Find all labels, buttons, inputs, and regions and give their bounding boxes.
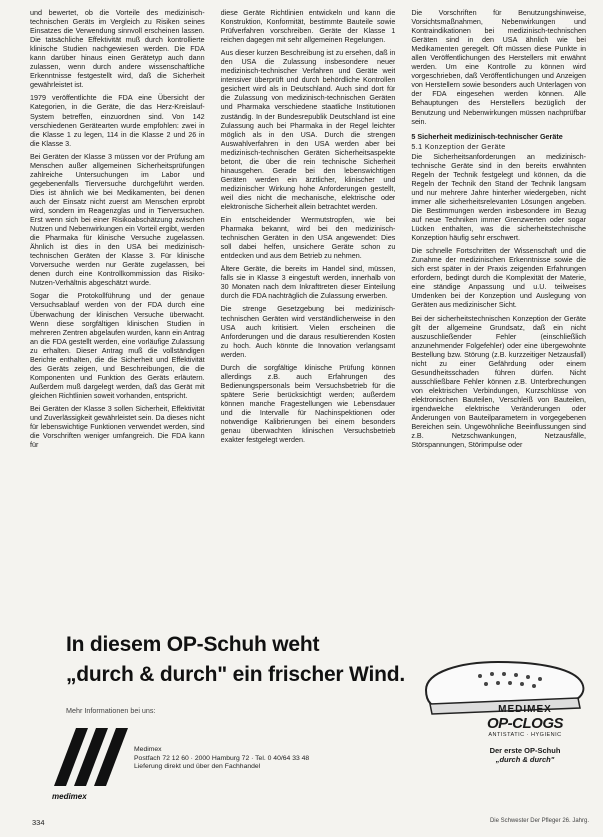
advertisement (30, 628, 586, 808)
ad-address (134, 746, 309, 772)
paragraph: diese Geräte Richtlinien entwickeln und kann die Konstruktion, Konformität, bestimmte Bauteile sowie Prüfverfahren vorschreiben. Geräte der Klasse 1 reichen dagegen mit sehr allgemeinen Regelungen. (220, 8, 396, 45)
article-column-1 (30, 8, 205, 620)
medimex-logo-icon (48, 724, 134, 792)
logo-wordmark: medimex (52, 792, 87, 801)
paragraph: Die strenge Gesetzgebung bei medizinisch-technischen Geräten wird verständlicherweise in den USA auch kritisiert. Vielen erscheinen die Anforderungen und die daraus resultierenden Kosten zu hoch. Auch könnte die Innovation verlangsamt werden. (220, 304, 396, 359)
article-column-2 (221, 8, 396, 620)
company-name: Medimex (134, 746, 162, 753)
paragraph: 1979 veröffentlichte die FDA eine Übersicht der Kategorien, in die Geräte, die das Herz-Kreislauf-System betreffen, einzuordnen sind. Von 142 verschiedenen Gerätearten wurde empfohlen: zwei in die Klasse 1 zu legen, 114 in die Klasse 2 und 26 in die Klasse 3. (30, 93, 205, 148)
brand-name: MEDIMEX (498, 704, 552, 715)
paragraph: Ältere Geräte, die bereits im Handel sind, müssen, falls sie in Klasse 3 eingestuft werden, innerhalb von 30 Monaten nach dem Inkrafttreten dieser Einteilung durch die FDA nachträglich die Zulassung erwerben. (220, 264, 396, 301)
slogan-line-2: „durch & durch" (495, 755, 555, 764)
article-columns (30, 8, 586, 620)
article-column-3 (411, 8, 586, 620)
ad-headline-2: „durch & durch" ein frischer Wind. (66, 663, 406, 686)
paragraph: Bei der sicherheitstechnischen Konzeption der Geräte gilt der allgemeine Grundsatz, daß ein nicht auszuschließender Fehler (einschließlich anzunehmender Folgefehler) oder eine übergewohnte Bestellung bzw. Störung (z.B. kurzzeitiger Netzausfall) nicht zu einer Gefährdung oder einem Gesundheitsschaden führen dürfen. Nicht ausschließbare Fehler können z.B. Unterbrechungen von elektrischen Verbindungen, Kurzschlüsse von elektronischen Bauteilen, Verschleiß von Bauteilen, irgendwelche elektrische Veränderungen oder Änderungen von Bauteilparametern in vorgegebenen Bereichen sein. Ungewöhnliche Beeinflussungen sind z.B. Netzschwankungen, Netzausfälle, Störspannungen, Störimpulse oder (411, 313, 587, 450)
paragraph: Ein entscheidender Wermutstropfen, wie bei Pharmaka bekannt, wird bei den medizinisch-technischen Geräten in den USA angewendet: Dies soll dabei helfen, unsichere Geräte schon zu entdecken und aus dem Betrieb zu nehmen. (220, 215, 396, 261)
subsection-heading: 5.1 Konzeption der Geräte (411, 141, 506, 151)
ad-subline: Mehr Informationen bei uns: (66, 706, 156, 715)
slogan-line-1: Der erste OP-Schuh (489, 746, 561, 755)
journal-name: Die Schwester Der Pfleger 26. Jahrg. (489, 818, 589, 824)
paragraph: Die Sicherheitsanforderungen an medizinisch-technische Geräte sind in den bereits erwähnten Regeln der Technik festgelegt und können, da die Regeln der Technik den Stand der Technik langsam und nur mehrere Jahre hinterher wiedergeben, nicht immer alle sicherheitsrelevanten Lösungen angeben. Die Bestimmungen werden insbesondere im Bezug auf neue Techniken immer Grenzwerten oder sogar Lücken enthalten, was die sicherheitstechnische Konzeption häufig sehr erschwert. (411, 151, 587, 243)
paragraph: Bei Geräten der Klasse 3 sollen Sicherheit, Effektivität und Zuverlässigkeit gewährleistet sein. Da dieses nicht für lebenswichtige Funktionen verwendet werden, sind die Vorschriften weniger umfangreich. Die FDA kann für (30, 403, 205, 450)
paragraph: Die Vorschriften für Benutzungshinweise, Vorsichtsmaßnahmen, Nebenwirkungen und Kontraindikationen bei medizinisch-technischen Geräten sind in den USA ähnlich wie bei Medikamenten geregelt. Oft müssen diese Punkte in allen Veröffentlichungen des Herstellers mit erwähnt werden. Um eine Kontrolle zu können wird vorgeschrieben, daß Veröffentlichungen und Anzeigen von Herstellern sowie besonders auch Unterlagen von der FDA eingesehen werden können. Alle Behauptungen des Herstellers bezüglich der Benutzung und Nebenwirkungen müssen nachprüfbar sein. (411, 8, 587, 126)
address-line: Lieferung direkt und über den Fachhandel (134, 763, 261, 771)
paragraph: Die schnelle Fortschritten der Wissenschaft und die Zunahme der medizinischen Erkenntnisse sowie die sich erst später in der Praxis zeigenden Erfahrungen erfordern, bedingt durch die Komplexität der Materie, eine ständige Anpassung und u.U. teilweises Umdenken bei der Konzeption und Auslegung von Geräten aus medizinischer Sicht. (411, 246, 587, 310)
product-name: OP-CLOGS (486, 715, 563, 732)
paragraph: Bei Geräten der Klasse 3 müssen vor der Prüfung am Menschen außer allgemeinen Sicherheitsprüfungen zahlreiche Untersuchungen im Labor und gegebenenfalls Tierversuche durchgeführt werden. Dies ist ähnlich wie bei Medikamenten, bei denen auch der Einsatz nicht zuerst am Menschen erprobt wird, sondern im Reagenzglas und in Tierversuchen. Erst wenn sich bei einer Risikoabschätzung zwischen Nutzen und Nebenwirkungen ein Vorteil ergibt, werden die Pharmaka für klinische Versuche zugelassen. Ähnlich ist dies in den USA bei medizinisch-technischen Geräten der Klasse 3. Für klinische Vorversuche werden nur Geräte zugelassen, bei denen durch eine Kontrollkommission das Risiko-Nutzen-Verhältnis abgeschätzt wurde. (30, 151, 205, 288)
section-heading: 5 Sicherheit medizinisch-technischer Geräte (411, 131, 563, 141)
paragraph: Aus dieser kurzen Beschreibung ist zu ersehen, daß in den USA die Zulassung insbesondere neuer medizinisch-technischer Verfahren und Geräte weit intensiver überprüft und durch behördliche Kontrollen gesichert wird als in Deutschland. Auch sind dort für die Zulassung von medizinisch-technischen Geräten und Pharmaka verschiedene staatliche Institutionen zuständig. In der Bundesrepublik Deutschland ist eine Zulassung auch bei Pharmaka in der Regel leichter möglich als in den USA. Durch die strengen Auswahlverfahren in den USA werden aber bei medizinisch-technischen Geräten Sicherheitsaspekte betont, die über die rein technische Sicherheit hinausgehen. Gerade bei den lebenswichtigen Geräten werden ein ärztlicher, klinischer und medizinischer Wirkung hohe Anforderungen gestellt, weil dies nicht die mechanische, elektrische oder elektronische Sicherheit allein betrachtet werden. (220, 48, 396, 211)
product-tagline: ANTISTATIC · HYGIENIC (488, 732, 562, 738)
address-line: Postfach 72 12 60 · 2000 Hamburg 72 · Tel. 0 40/64 33 48 (134, 754, 310, 762)
ad-headline: In diesem OP-Schuh weht (66, 633, 320, 656)
brand-block (460, 704, 590, 764)
paragraph: Durch die sorgfältige klinische Prüfung können allerdings z.B. auch Erfahrungen des Bedienungspersonals beim Versuchsbetrieb für die spätere Serie berücksichtigt werden; außerdem können manche Fragestellungen wie Lebensdauer und die Intervalle für Nachinspektionen oder notwendige Kalibrierungen bei einem besonders genau überwachten klinischen Versuchsbetrieb exakter festgelegt werden. (220, 362, 396, 445)
paragraph: und bewertet, ob die Vorteile des medizinisch-technischen Geräts im Vergleich zu Risiken seines Einsatzes die Verwendung sinnvoll erscheinen lassen. Die tatsächliche Effektivität muß durch kontrollierte klinische Studien nachgewiesen werden. Die FDA kann darüber hinaus einen Gerätetyp auch dann zulassen, wenn durch andere wissenschaftliche Erkenntnisse festgestellt wird, daß die Sicherheit gewährleistet ist. (30, 8, 205, 90)
page-number: 334 (32, 818, 45, 827)
paragraph: Sogar die Protokollführung und der genaue Versuchsablauf werden von der FDA durch eine Überwachung der klinischen Versuche überwacht. Wenn diese sorgfältigen klinischen Studien in mehreren Zentren abgelaufen wurden, kann ein Antrag an die FDA gestellt werden, eine vorläufige Zulassung zu erhalten. Dieser Antrag muß die vollständigen Berichte enthalten, die die Sicherheit und Effektivität des Geräts zeigen, und Beschreibungen, die die Komponenten und Funktion des Geräts erläutern. Außerdem muß dargelegt werden, daß das Gerät mit gleichen Richtlinien soweit vorhanden, entspricht. (30, 291, 205, 400)
